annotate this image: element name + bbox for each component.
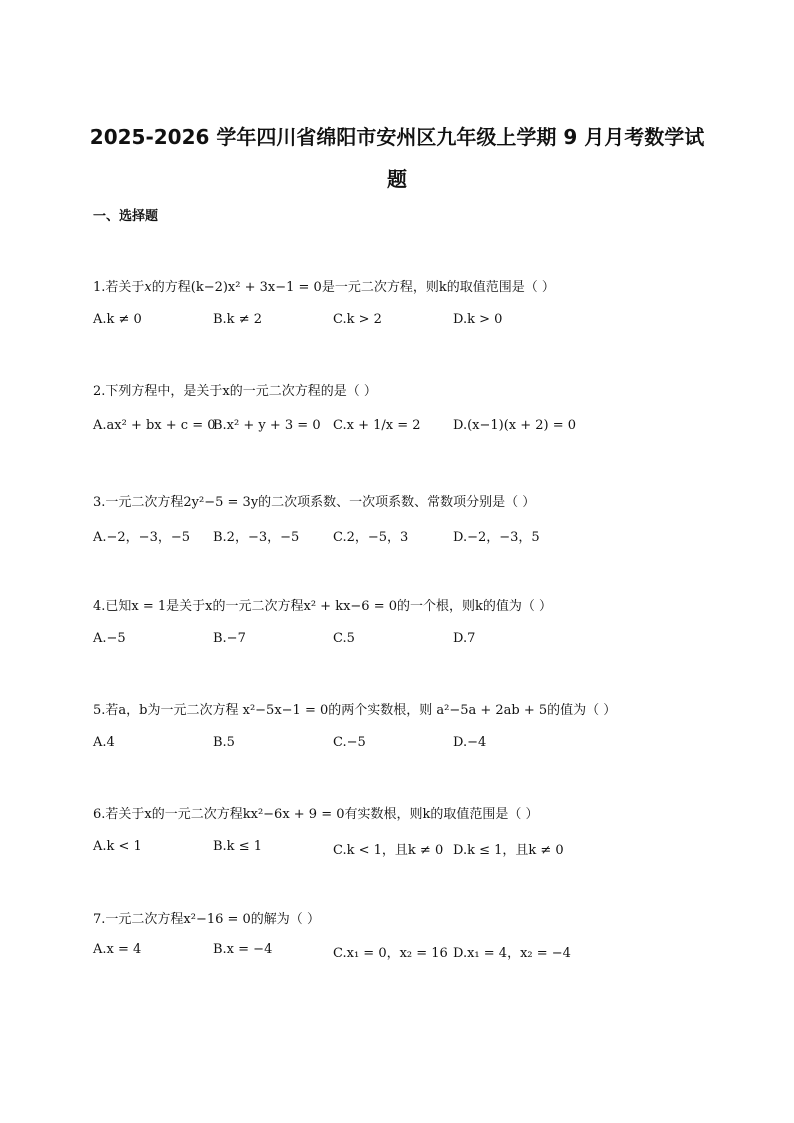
option-d[interactable]: D.k ≤ 1，且k ≠ 0 <box>453 843 564 858</box>
question-5-stem: 5.若a，b为一元二次方程 x²−5x−1 = 0的两个实数根，则 a²−5a + 2ab + 5的值为（ ） <box>93 703 617 718</box>
option-b[interactable]: B.−7 <box>213 631 246 646</box>
option-b[interactable]: B.k ≠ 2 <box>213 312 262 327</box>
option-c[interactable]: C.2，−5，3 <box>333 530 409 545</box>
option-a[interactable]: A.x = 4 <box>93 942 142 957</box>
question-6-options <box>93 839 713 859</box>
question-4-stem: 4.已知x = 1是关于x的一元二次方程x² + kx−6 = 0的一个根，则k的值为（ ） <box>93 599 553 614</box>
question-1-options <box>93 312 713 332</box>
question-1-stem: 1.若关于x的方程(k−2)x² + 3x−1 = 0是一元二次方程，则k的取值范围是（ ） <box>93 280 555 295</box>
option-d[interactable]: D.−4 <box>453 735 487 750</box>
option-b[interactable]: B.k ≤ 1 <box>213 839 262 854</box>
option-c[interactable]: C.5 <box>333 631 355 646</box>
question-4-options <box>93 631 713 651</box>
option-a[interactable]: A.4 <box>93 735 115 750</box>
option-a[interactable]: A.−5 <box>93 631 126 646</box>
option-a[interactable]: A.k < 1 <box>93 839 142 854</box>
option-d[interactable]: D.x₁ = 4，x₂ = −4 <box>453 946 571 961</box>
option-d[interactable]: D.−2，−3，5 <box>453 530 540 545</box>
question-2-options <box>93 418 713 438</box>
question-5-options <box>93 735 713 755</box>
exam-title-line2: 题 <box>387 167 407 191</box>
exam-title-line1: 2025-2026 学年四川省绵阳市安州区九年级上学期 9 月月考数学试 <box>89 125 705 149</box>
option-b[interactable]: B.5 <box>213 735 235 750</box>
question-7-options <box>93 942 713 962</box>
option-b[interactable]: B.2，−3，−5 <box>213 530 300 545</box>
option-b[interactable]: B.x² + y + 3 = 0 <box>213 418 321 433</box>
option-a[interactable]: A.ax² + bx + c = 0 <box>93 418 216 433</box>
option-a[interactable]: A.−2，−3，−5 <box>93 530 191 545</box>
option-d[interactable]: D.7 <box>453 631 476 646</box>
option-d[interactable]: D.k > 0 <box>453 312 503 327</box>
option-c[interactable]: C.k < 1，且k ≠ 0 <box>333 843 444 858</box>
section-heading: 一、选择题 <box>93 209 159 224</box>
option-c[interactable]: C.k > 2 <box>333 312 382 327</box>
question-2-stem: 2.下列方程中，是关于x的一元二次方程的是（ ） <box>93 384 377 399</box>
option-b[interactable]: B.x = −4 <box>213 942 273 957</box>
question-7-stem: 7.一元二次方程x²−16 = 0的解为（ ） <box>93 912 320 927</box>
question-3-stem: 3.一元二次方程2y²−5 = 3y的二次项系数、一次项系数、常数项分别是（ ） <box>93 495 536 510</box>
option-c[interactable]: C.x₁ = 0，x₂ = 16 <box>333 946 448 961</box>
question-6-stem: 6.若关于x的一元二次方程kx²−6x + 9 = 0有实数根，则k的取值范围是（ ） <box>93 807 539 822</box>
option-d[interactable]: D.(x−1)(x + 2) = 0 <box>453 418 577 433</box>
option-c[interactable]: C.−5 <box>333 735 366 750</box>
option-c[interactable]: C.x + 1/x = 2 <box>333 418 421 433</box>
question-3-options <box>93 526 713 546</box>
option-a[interactable]: A.k ≠ 0 <box>93 312 142 327</box>
